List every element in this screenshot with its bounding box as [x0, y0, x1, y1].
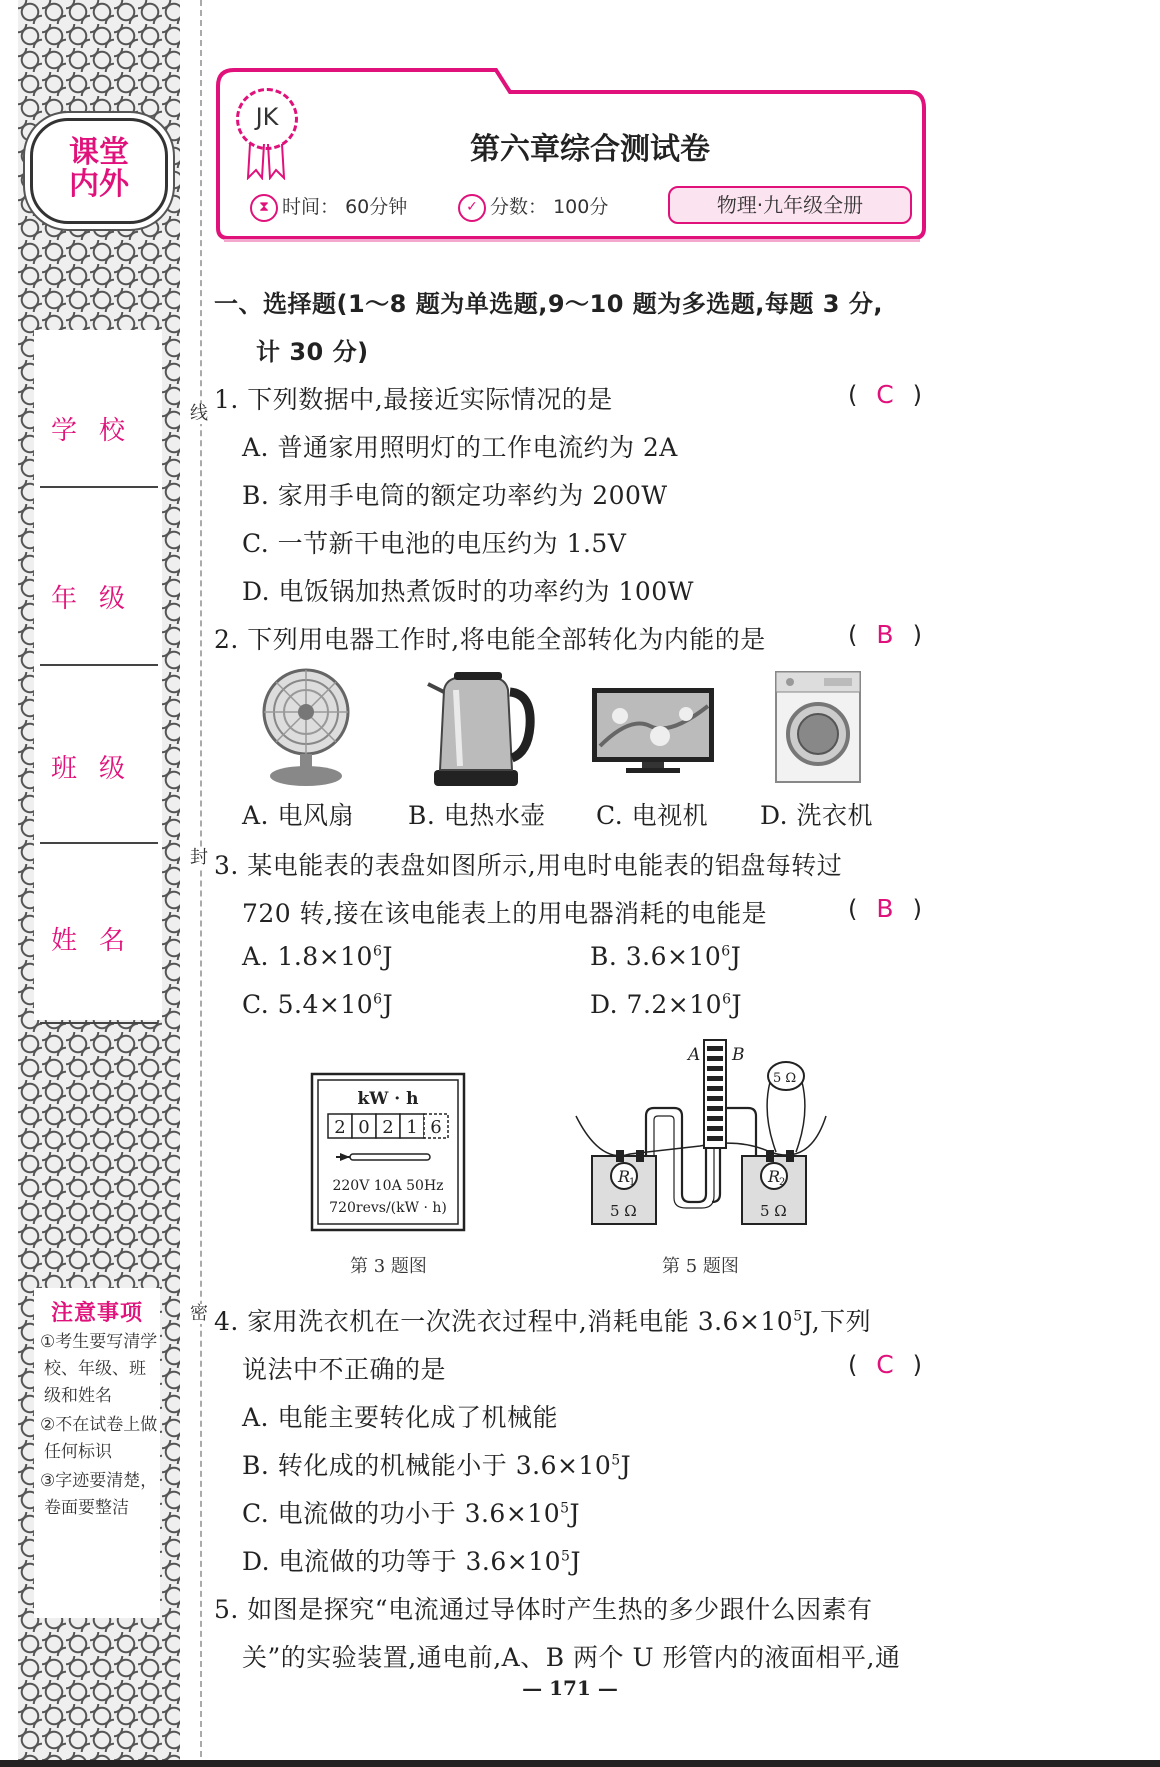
note-text: 不在试卷上做任何标识 — [44, 1415, 158, 1462]
option-exponent: 6 — [372, 943, 383, 960]
option-text: C. 5.4×10 — [242, 990, 374, 1019]
electric-kettle-image — [426, 670, 536, 790]
question-5-stem-cont: 关”的实验装置,通电前,A、B 两个 U 形管内的液面相平,通 — [242, 1643, 901, 1672]
television-image — [590, 686, 716, 776]
jk-badge-icon: JK — [236, 88, 298, 150]
stem-text: 4. 家用洗衣机在一次洗衣过程中,消耗电能 3.6×10 — [214, 1307, 794, 1336]
notes-title: 注意事项 — [50, 1301, 143, 1326]
logo-line-2: 内外 — [69, 167, 129, 202]
r2-subscript: 2 — [779, 1177, 786, 1188]
option-unit: J — [730, 942, 742, 971]
question-1-option-d: D. 电饭锅加热煮饭时的功率约为 100W — [242, 577, 694, 606]
note-item — [34, 1329, 160, 1410]
question-5-stem: 5. 如图是探究“电流通过导体时产生热的多少跟什么因素有 — [214, 1595, 873, 1624]
meter-spec-1: 220V 10A 50Hz — [332, 1178, 444, 1194]
option-text: A. 1.8×10 — [242, 942, 373, 971]
hourglass-icon: ⧗ — [250, 194, 278, 222]
meter-digit: 1 — [406, 1117, 418, 1138]
section-title-cont: 计 30 分) — [256, 338, 369, 366]
stem-text-end: J,下列 — [802, 1307, 872, 1336]
option-text: B. 转化成的机械能小于 3.6×10 — [242, 1451, 612, 1480]
field-class-line — [40, 842, 158, 844]
meter-spec-2: 720revs/(kW · h) — [329, 1200, 447, 1216]
meter-digit: 6 — [430, 1117, 442, 1138]
question-4-option-a — [242, 1398, 558, 1434]
note-number: ① — [40, 1332, 56, 1352]
energy-meter-diagram — [310, 1072, 470, 1232]
binding-sidebar — [0, 0, 180, 1767]
field-grade-line — [40, 664, 158, 666]
page-number: — 171 — — [522, 1676, 618, 1700]
answer-value: C — [876, 380, 894, 409]
question-1-option-c: C. 一节新干电池的电压约为 1.5V — [242, 529, 627, 558]
note-number: ③ — [40, 1471, 56, 1491]
bottom-edge — [0, 1760, 1160, 1767]
option-unit: J — [731, 990, 743, 1019]
answer-value: C — [876, 1350, 894, 1379]
question-4-option-c — [242, 1494, 580, 1530]
bind-mark-secret: 密 — [190, 1303, 208, 1324]
meter-unit: kW · h — [357, 1089, 419, 1109]
question-4-answer: ( C ) — [848, 1350, 922, 1379]
option-text: B. 3.6×10 — [590, 942, 722, 971]
option-exponent: 5 — [611, 1452, 621, 1469]
option-unit: J — [620, 1451, 632, 1480]
question-4-option-d — [242, 1542, 581, 1578]
parallel-resistance-label: 5 Ω — [773, 1071, 797, 1086]
question-2-answer: ( B ) — [848, 620, 922, 649]
option-exponent: 5 — [560, 1500, 570, 1517]
question-2-option-a: A. 电风扇 — [242, 801, 354, 830]
meter-digit: 2 — [382, 1117, 394, 1138]
question-3-option-a — [242, 942, 393, 971]
option-text: D. 电流做的功等于 3.6×10 — [242, 1547, 562, 1576]
figure-3-caption: 第 3 题图 — [350, 1256, 427, 1277]
field-school-line — [40, 486, 158, 488]
option-exponent: 5 — [561, 1548, 571, 1565]
r1-subscript: 1 — [629, 1177, 636, 1188]
answer-value: B — [876, 620, 894, 649]
meter-digit: 0 — [358, 1117, 370, 1138]
question-2-stem: 2. 下列用电器工作时,将电能全部转化为内能的是 — [214, 625, 766, 654]
bind-mark-line: 线 — [190, 403, 208, 424]
question-2-option-d: D. 洗衣机 — [760, 801, 874, 830]
right-resistance-label: 5 Ω — [760, 1202, 787, 1220]
option-exponent: 6 — [721, 943, 731, 960]
question-4-stem-cont: 说法中不正确的是 — [242, 1355, 447, 1384]
question-2-option-b: B. 电热水壶 — [408, 801, 546, 830]
ribbon-icon — [246, 144, 286, 180]
field-grade: 年级 — [50, 584, 147, 614]
subject-tag: 物理·九年级全册 — [668, 186, 912, 224]
note-text: 字迹要清楚，卷面要整洁 — [44, 1471, 158, 1518]
notes-panel — [34, 1288, 160, 1618]
r1-label: R — [618, 1167, 631, 1186]
checkmark-icon: ✓ — [458, 194, 486, 222]
meter-digits — [328, 1114, 448, 1138]
note-text: 考生要写清学校、年级、班级和姓名 — [44, 1332, 158, 1406]
question-1-option-b: B. 家用手电筒的额定功率约为 200W — [242, 481, 668, 510]
score-label: 分数： — [490, 196, 548, 218]
field-name: 姓名 — [50, 926, 147, 956]
question-3-option-d — [590, 990, 742, 1019]
question-4-option-b — [242, 1446, 631, 1482]
option-text: C. 电流做的功小于 3.6×10 — [242, 1499, 561, 1528]
option-exponent: 6 — [373, 991, 383, 1008]
brand-logo — [30, 118, 168, 224]
time-value: 60分钟 — [345, 196, 408, 218]
question-4-stem — [214, 1302, 871, 1338]
option-unit: J — [570, 1547, 581, 1576]
option-unit: J — [569, 1499, 581, 1528]
field-name-line — [40, 1022, 158, 1024]
question-3-option-b — [590, 942, 741, 971]
time-info — [250, 192, 407, 222]
option-text: D. 7.2×10 — [590, 990, 723, 1019]
figure-5-caption: 第 5 题图 — [662, 1256, 739, 1277]
field-class: 班级 — [50, 754, 147, 784]
binding-cut-line — [200, 0, 202, 1767]
time-label: 时间： — [282, 196, 340, 218]
r2-label: R — [768, 1167, 781, 1186]
question-3-stem-cont: 720 转,接在该电能表上的用电器消耗的电能是 — [242, 899, 768, 928]
score-info — [458, 192, 608, 222]
tube-b-label: B — [732, 1045, 745, 1065]
option-unit: J — [382, 942, 393, 971]
question-1-option-a: A. 普通家用照明灯的工作电流约为 2A — [242, 433, 678, 462]
stem-exponent: 5 — [793, 1308, 803, 1325]
option-unit: J — [382, 990, 394, 1019]
question-3-answer: ( B ) — [848, 894, 922, 923]
left-resistance-label: 5 Ω — [610, 1202, 637, 1220]
question-1-stem: 1. 下列数据中,最接近实际情况的是 — [214, 385, 613, 414]
logo-line-1: 课堂 — [69, 135, 129, 170]
washing-machine-image — [772, 668, 864, 786]
electric-fan-image — [256, 668, 356, 788]
question-2-option-c: C. 电视机 — [596, 801, 709, 830]
tube-a-label: A — [688, 1045, 701, 1065]
note-number: ② — [40, 1415, 56, 1435]
note-item — [34, 1468, 160, 1522]
exam-title: 第六章综合测试卷 — [470, 132, 710, 167]
field-school: 学校 — [50, 416, 147, 446]
section-title: 一、选择题(1～8 题为单选题,9～10 题为多选题,每题 3 分, — [214, 290, 883, 318]
question-3-stem: 3. 某电能表的表盘如图所示,用电时电能表的铝盘每转过 — [214, 851, 843, 880]
question-3-option-c — [242, 990, 393, 1019]
option-exponent: 6 — [722, 991, 732, 1008]
score-value: 100分 — [553, 196, 609, 218]
bind-mark-seal: 封 — [190, 847, 208, 868]
joule-heating-apparatus-diagram — [570, 1034, 832, 1234]
meter-digit: 2 — [334, 1117, 346, 1138]
note-item — [34, 1412, 160, 1466]
answer-value: B — [876, 894, 894, 923]
question-1-answer: ( C ) — [848, 380, 922, 409]
option-text: A. 电能主要转化成了机械能 — [242, 1403, 558, 1432]
